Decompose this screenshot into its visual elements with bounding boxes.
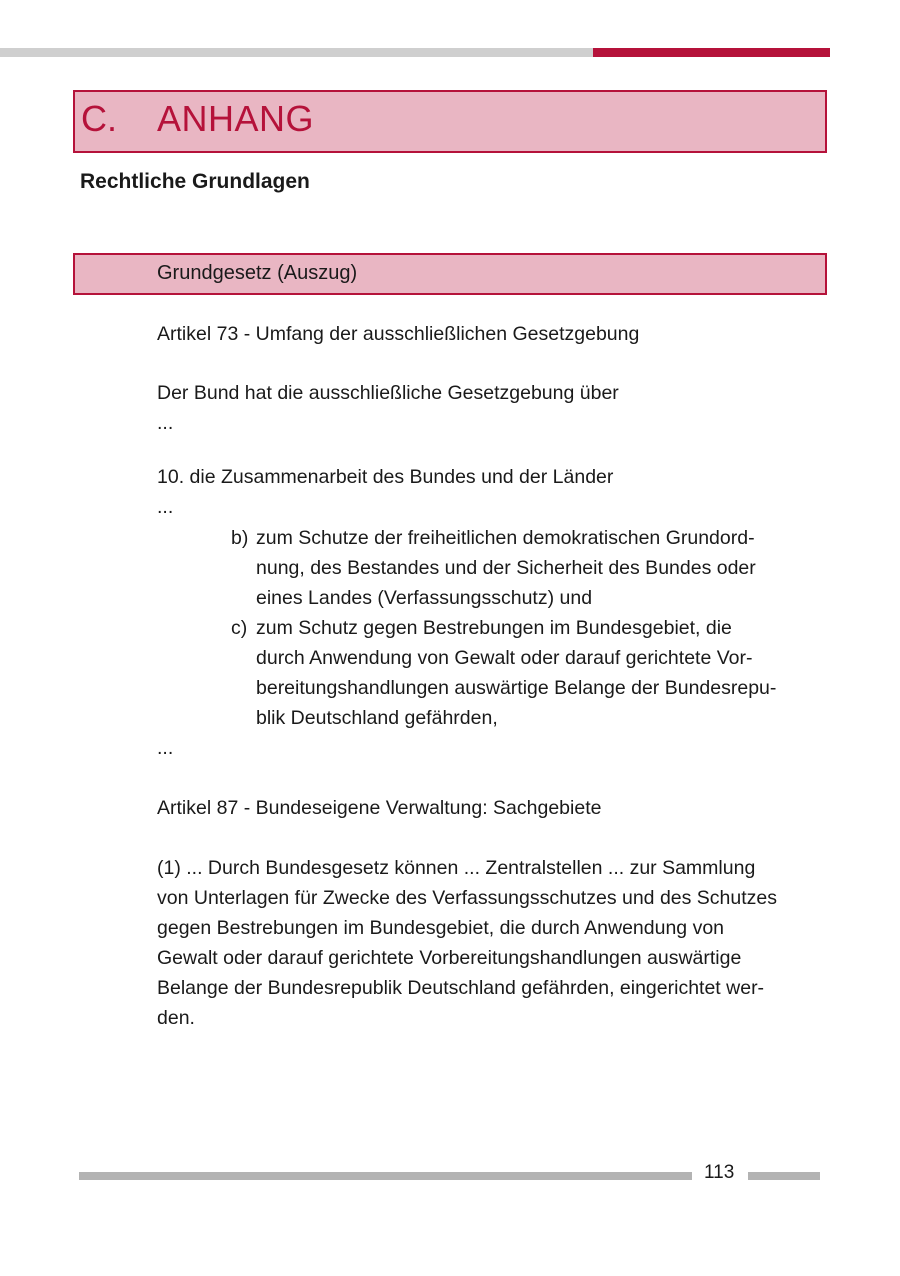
- item-10: 10. die Zusammenarbeit des Bundes und der Länder: [157, 466, 614, 488]
- text-line: Gewalt oder darauf gerichtete Vorbereitungshandlungen auswärtige: [157, 947, 742, 969]
- article-87-heading: Artikel 87 - Bundeseigene Verwaltung: Sachgebiete: [157, 797, 602, 819]
- item-c-marker: c): [231, 617, 248, 639]
- law-header: [73, 253, 827, 295]
- article-73-intro: Der Bund hat die ausschließliche Gesetzgebung über: [157, 382, 619, 404]
- item-c-text: [256, 613, 776, 733]
- text-line: (1) ... Durch Bundesgesetz können ... Zentralstellen ... zur Sammlung: [157, 857, 756, 879]
- top-rule-grey: [0, 48, 593, 57]
- text-line: gegen Bestrebungen im Bundesgebiet, die durch Anwendung von: [157, 917, 725, 939]
- chapter-number: C.: [81, 98, 117, 139]
- ellipsis: ...: [157, 496, 174, 518]
- page-number: 113: [704, 1162, 735, 1183]
- text-line: zum Schutze der freiheitlichen demokratischen Grundord-: [256, 527, 755, 549]
- text-line: blik Deutschland gefährden,: [256, 707, 498, 729]
- text-line: eines Landes (Verfassungsschutz) und: [256, 587, 593, 609]
- text-line: Belange der Bundesrepublik Deutschland gefährden, eingerichtet wer-: [157, 977, 765, 999]
- article-73-heading: Artikel 73 - Umfang der ausschließlichen Gesetzgebung: [157, 323, 640, 345]
- text-line: durch Anwendung von Gewalt oder darauf gerichtete Vor-: [256, 647, 753, 669]
- text-line: zum Schutz gegen Bestrebungen im Bundesgebiet, die: [256, 617, 732, 639]
- item-b-text: [256, 523, 756, 613]
- law-title: Grundgesetz (Auszug): [157, 262, 358, 284]
- footer-rule-left: [79, 1172, 692, 1180]
- item-b-marker: b): [231, 527, 249, 549]
- ellipsis: ...: [157, 737, 174, 759]
- text-line: von Unterlagen für Zwecke des Verfassungsschutzes und des Schutzes: [157, 887, 778, 909]
- article-87-paragraph: [157, 853, 777, 1033]
- text-line: nung, des Bestandes und der Sicherheit des Bundes oder: [256, 557, 756, 579]
- footer-rule-right: [748, 1172, 820, 1180]
- text-line: bereitungshandlungen auswärtige Belange der Bundesrepu-: [256, 677, 777, 699]
- ellipsis: ...: [157, 412, 174, 434]
- text-line: den.: [157, 1007, 195, 1029]
- chapter-header: [73, 90, 827, 153]
- top-rule-accent: [593, 48, 830, 57]
- section-subtitle: Rechtliche Grundlagen: [80, 170, 310, 193]
- chapter-title: ANHANG: [157, 98, 315, 139]
